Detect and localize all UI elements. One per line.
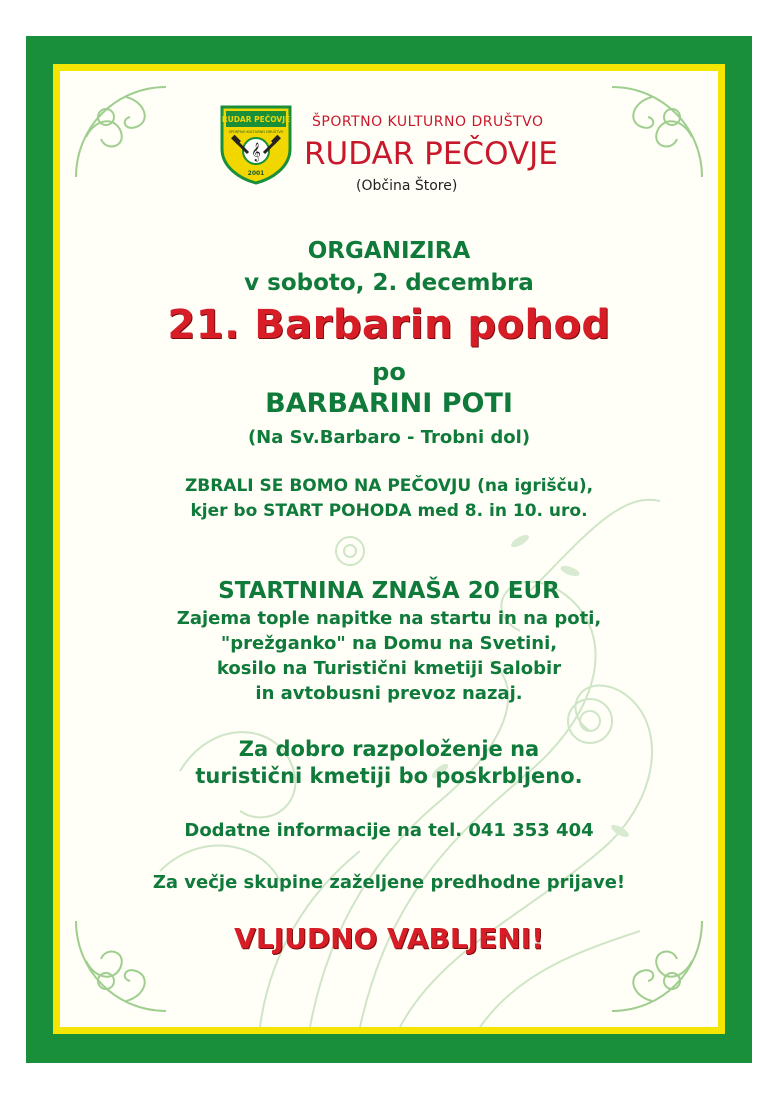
mood-line-1: Za dobro razpoloženje na bbox=[238, 737, 540, 761]
corner-ornament-top-right bbox=[602, 77, 712, 187]
fee-line-1: Zajema tople napitke na startu in na poti, bbox=[176, 608, 602, 629]
contact-info: Dodatne informacije na tel. 041 353 404 bbox=[184, 820, 594, 841]
event-date: v soboto, 2. decembra bbox=[244, 270, 534, 296]
treble-clef-icon: 𝄞 bbox=[251, 142, 261, 161]
org-type-label: ŠPORTNO KULTURNO DRUŠTVO bbox=[312, 114, 544, 130]
fee-line-3: kosilo na Turistični kmetiji Salobir bbox=[216, 658, 562, 679]
org-name: RUDAR PEČOVJE bbox=[304, 136, 558, 172]
mood-line-2: turistični kmetiji bo poskrbljeno. bbox=[195, 764, 583, 788]
corner-ornament-top-left bbox=[66, 77, 176, 187]
club-crest-logo bbox=[220, 105, 292, 185]
fee-line-4: in avtobusni prevoz nazaj. bbox=[255, 683, 523, 704]
fee-heading: STARTNINA ZNAŠA 20 EUR bbox=[218, 578, 560, 604]
fee-line-2: "prežganko" na Domu na Svetini, bbox=[220, 633, 558, 654]
welcome-message: VLJUDNO VABLJENI! bbox=[234, 922, 544, 955]
crest-subtitle: ŠPORTNO KULTURNO DRUŠTVO bbox=[228, 130, 284, 134]
route-detail: (Na Sv.Barbaro - Trobni dol) bbox=[247, 427, 531, 448]
meeting-line-2: kjer bo START POHODA med 8. in 10. uro. bbox=[190, 501, 588, 521]
crest-title: RUDAR PEČOVJE bbox=[221, 115, 291, 124]
route-preposition: po bbox=[372, 358, 406, 386]
crest-year: 2001 bbox=[247, 170, 265, 177]
organizira-heading: ORGANIZIRA bbox=[307, 238, 471, 264]
meeting-line-1: ZBRALI SE BOMO NA PEČOVJU (na igrišču), bbox=[184, 476, 594, 496]
route-name: BARBARINI POTI bbox=[265, 388, 513, 419]
group-registration-note: Za večje skupine zaželjene predhodne prijave! bbox=[152, 872, 626, 893]
org-municipality: (Občina Štore) bbox=[356, 178, 458, 194]
event-title: 21. Barbarin pohod bbox=[167, 302, 611, 348]
